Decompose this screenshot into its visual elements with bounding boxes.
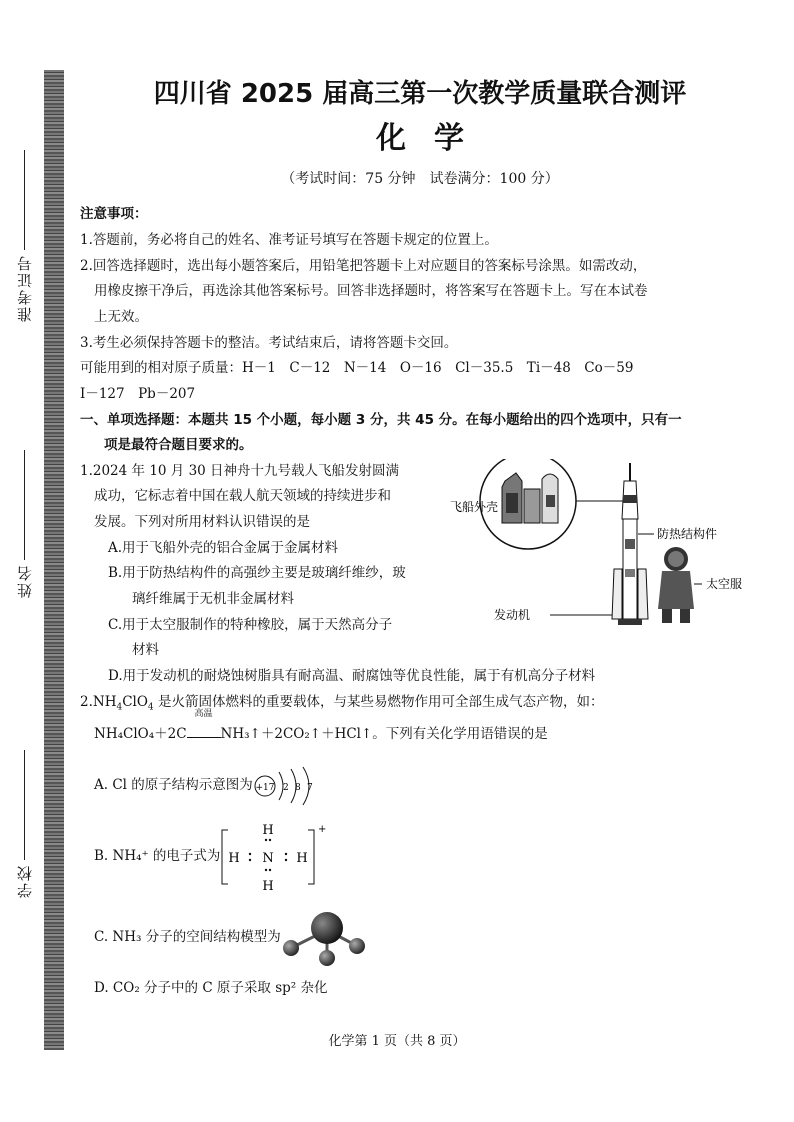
hydrogen-atom: [319, 950, 335, 966]
exam-page: [80, 78, 760, 1002]
svg-text:N: N: [262, 850, 275, 866]
q2-stem-sub: 4: [116, 702, 123, 713]
q1-option-c-line2: 材料: [132, 642, 159, 659]
ammonium-electron-dot-diagram: [220, 820, 330, 894]
school-field[interactable]: [6, 750, 42, 902]
hydrogen-atom: [283, 940, 299, 956]
label-engine: 发动机: [494, 607, 531, 622]
notes-title: 注意事项：: [80, 206, 148, 223]
reaction-condition: 高温: [194, 709, 213, 720]
q2-option-b-text: B. NH₄⁺ 的电子式为: [94, 848, 221, 865]
q2-stem-sub: 4: [147, 702, 154, 713]
svg-text:H: H: [296, 850, 309, 866]
q1-option-c[interactable]: [80, 613, 450, 664]
exam-number-field[interactable]: [6, 150, 42, 326]
page-footer: 化学第 1 页（共 8 页）: [328, 1034, 466, 1049]
section-heading-line1: 一、单项选择题：本题共 15 个小题，每小题 3 分，共 45 分。在每小题给出的四个选项中，只有一: [80, 411, 682, 428]
q2-option-c[interactable]: [80, 908, 760, 968]
equation-right: NH₃↑＋2CO₂↑＋HCl↑。下列有关化学用语错误的是: [220, 726, 548, 743]
nh3-ball-stick-model: [281, 908, 371, 968]
atomic-masses: 可能用到的相对原子质量：H－1 C－12 N－14 O－16 Cl－35.5 Ti－48 Co－59: [80, 360, 634, 377]
question-1: [80, 459, 760, 690]
shell-electrons: 8: [294, 782, 301, 793]
exam-info: （考试时间：75 分钟 试卷满分：100 分）: [281, 170, 559, 187]
exam-number-line: [24, 150, 25, 250]
q1-stem-line: 1.2024 年 10 月 30 日神舟十九号载人飞船发射圆满: [80, 462, 400, 479]
svg-text:H: H: [228, 850, 241, 866]
school-line: [24, 750, 25, 860]
exam-number-label: 准考证号: [15, 254, 34, 322]
note-item-cont: 上无效。: [94, 308, 148, 325]
q1-option-b[interactable]: [80, 561, 450, 612]
name-label: 姓名: [15, 564, 34, 598]
ammonium-charge: +: [318, 823, 327, 835]
reaction-arrow: [187, 709, 221, 748]
q2-option-b[interactable]: [80, 820, 760, 894]
school-label: 学校: [15, 864, 34, 898]
electron-dot-atoms: [229, 823, 308, 894]
q2-stem-mid: ClO: [122, 693, 148, 710]
name-line: [24, 450, 25, 560]
q1-option-d[interactable]: D.用于发动机的耐烧蚀树脂具有耐高温、耐腐蚀等优良性能，属于有机高分子材料: [108, 667, 596, 684]
q2-stem-pre: 2.NH: [80, 693, 117, 710]
binding-strip: [44, 70, 64, 1050]
svg-text:H: H: [262, 878, 275, 894]
exam-title: 四川省 2025 届高三第一次教学质量联合测评: [153, 79, 687, 109]
equation-left: NH₄ClO₄＋2C: [94, 726, 187, 743]
q2-stem-post: 是火箭固体燃料的重要载体，与某些易燃物作用可全部生成气态产物，如：: [153, 693, 604, 710]
q2-equation: [80, 709, 760, 748]
note-item: 1.答题前，务必将自己的姓名、准考证号填写在答题卡规定的位置上。: [80, 232, 498, 249]
note-item-cont: 用橡皮擦干净后，再选涂其他答案标号。回答非选择题时，将答案写在答题卡上。写在本试卷: [94, 283, 648, 300]
name-field[interactable]: [6, 450, 42, 602]
note-item: 2.回答选择题时，选出每小题答案后，用铅笔把答题卡上对应题目的答案标号涂黑。如需改动，: [80, 257, 647, 274]
q1-option-a[interactable]: A.用于飞船外壳的铝合金属于金属材料: [108, 539, 339, 556]
label-heat: 防热结构件: [657, 526, 718, 541]
note-item: 3.考生必须保持答题卡的整洁。考试结束后，请将答题卡交回。: [80, 334, 458, 351]
section-heading: [80, 408, 760, 459]
shell-electrons: 7: [306, 782, 313, 793]
nitrogen-atom: [311, 912, 343, 944]
label-suit: 太空服: [706, 576, 743, 591]
subject-title: 化学: [376, 120, 492, 156]
nucleus-charge: +17: [255, 782, 275, 793]
question-2: [80, 690, 760, 1002]
shell-electrons: 2: [282, 782, 289, 793]
q2-option-a[interactable]: [80, 766, 760, 806]
q2-option-d[interactable]: D. CO₂ 分子中的 C 原子采取 sp² 杂化: [94, 979, 328, 996]
q1-option-c-line1: C.用于太空服制作的特种橡胶，属于天然高分子: [108, 616, 393, 633]
q1-stem-line: 成功，它标志着中国在载人航天领域的持续进步和: [94, 488, 391, 505]
rocket-figure: [450, 459, 770, 629]
hydrogen-atom: [349, 938, 365, 954]
q2-stem: [80, 690, 760, 720]
svg-text:H: H: [262, 822, 275, 838]
q1-stem-line: 发展。下列对所用材料认识错误的是: [94, 514, 310, 531]
astronaut-icon: [658, 547, 694, 623]
q2-option-a-text: A. Cl 的原子结构示意图为: [94, 777, 253, 794]
q2-option-c-text: C. NH₃ 分子的空间结构模型为: [94, 929, 281, 946]
atomic-masses-cont: I－127 Pb－207: [80, 385, 196, 402]
binding-margin: [0, 70, 64, 1050]
section-heading-line2: 项是最符合题目要求的。: [104, 437, 253, 454]
q1-option-b-line1: B.用于防热结构件的高强纱主要是玻璃纤维纱，玻: [108, 565, 406, 582]
q1-option-b-line2: 璃纤维属于无机非金属材料: [132, 591, 294, 607]
label-shell: 飞船外壳: [450, 499, 499, 514]
cl-atomic-structure-diagram: [253, 766, 323, 806]
rocket-icon: [612, 463, 648, 625]
